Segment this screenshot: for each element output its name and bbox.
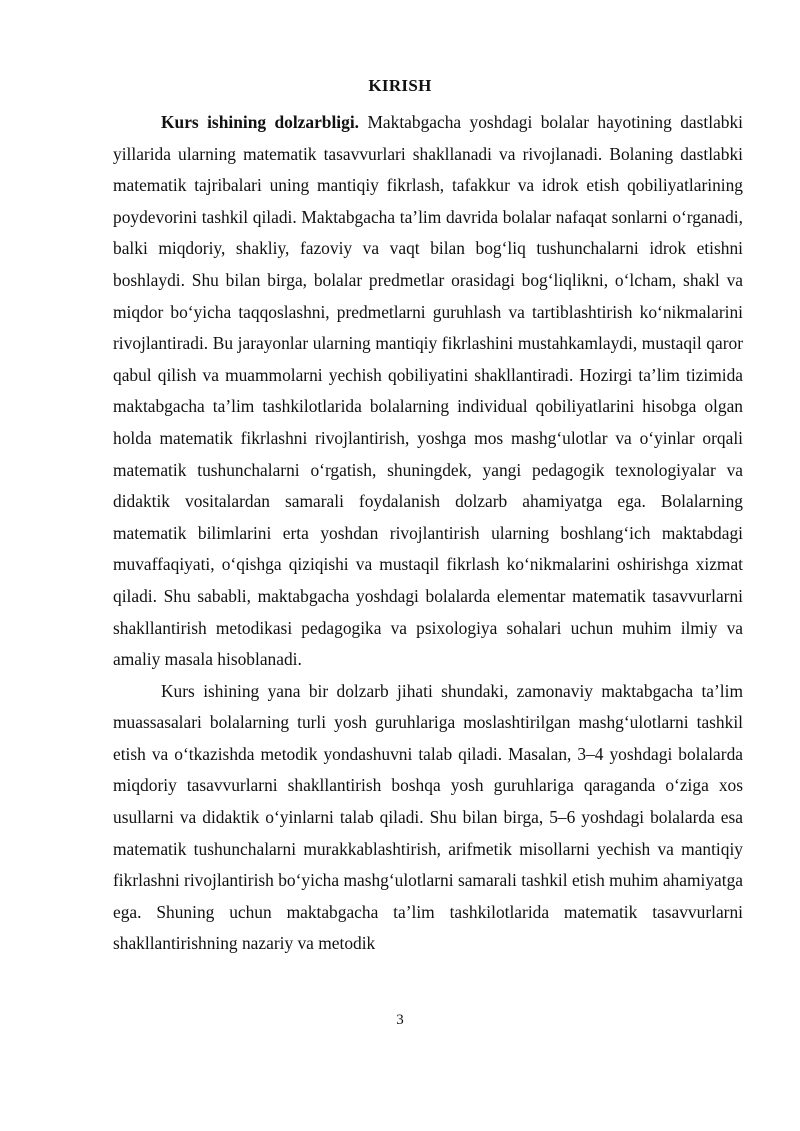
paragraph-1-text: Maktabgacha yoshdagi bolalar hayotining dastlabki yillarida ularning matematik tasavvurlari shakllanadi va rivojlanadi. Bolaning dastlabki matematik tajribalari uning mantiqiy fikrlash, tafakkur va idrok etish qobiliyatlarining poydevorini tashkil qiladi. Maktabgacha ta’lim davrida bolalar nafaqat sonlarni o‘rganadi, balki miqdoriy, shakliy, fazoviy va vaqt bilan bog‘liq tushunchalarni idrok etishni boshlaydi. Shu bilan birga, bolalar predmetlar orasidagi bog‘liqlikni, o‘lcham, shakl va miqdor bo‘yicha taqqoslashni, predmetlarni guruhlash va tartiblashtirish ko‘nikmalarini rivojlantiradi. Bu jarayonlar ularning mantiqiy fikrlashini mustahkamlaydi, mustaqil qaror qabul qilish va muammolarni yechish qobiliyatini shakllantiradi. Hozirgi ta’lim tizimida maktabgacha ta’lim tashkilotlarida bolalarning individual qobiliyatlarini hisobga olgan holda matematik fikrlashni rivojlantirish, yoshga mos mashg‘ulotlar va o‘yinlar orqali matematik tushunchalarni o‘rgatish, shuningdek, yangi pedagogik texnologiyalar va didaktik vositalardan samarali foydalanish dolzarb ahamiyatga ega. Bolalarning matematik bilimlarini erta yoshdan rivojlantirish ularning boshlang‘ich maktabdagi muvaffaqiyati, o‘qishga qiziqishi va mustaqil fikrlash ko‘nikmalarini oshirishga xizmat qiladi. Shu sababli, maktabgacha yoshdagi bolalarda elementar matematik tasavvurlarni shakllantirish metodikasi pedagogika va psixologiya sohalari uchun muhim ilmiy va amaliy masala hisoblanadi. <box>113 112 744 670</box>
body-text <box>113 107 743 960</box>
section-heading: KIRISH <box>368 76 432 95</box>
page-number: 3 <box>396 1012 404 1028</box>
paragraph-1 <box>113 107 743 676</box>
paragraph-lead: Kurs ishining dolzarbligi. <box>161 112 360 132</box>
paragraph-2: Kurs ishining yana bir dolzarb jihati shundaki, zamonaviy maktabgacha ta’lim muassasalari bolalarning turli yosh guruhlariga moslashtirilgan mashg‘ulotlarni tashkil etish va o‘tkazishda metodik yondashuvni talab qiladi. Masalan, 3–4 yoshdagi bolalarda miqdoriy tasavvurlarni shakllantirish boshqa yosh guruhlariga qaraganda o‘ziga xos usullarni va didaktik o‘yinlarni talab qiladi. Shu bilan birga, 5–6 yoshdagi bolalarda esa matematik tushunchalarni murakkablashtirish, arifmetik misollarni yechish va mantiqiy fikrlashni rivojlantirish bo‘yicha mashg‘ulotlarni samarali tashkil etish muhim ahamiyatga ega. Shuning uchun maktabgacha ta’lim tashkilotlarida matematik tasavvurlarni shakllantirishning nazariy va metodik <box>113 680 743 954</box>
